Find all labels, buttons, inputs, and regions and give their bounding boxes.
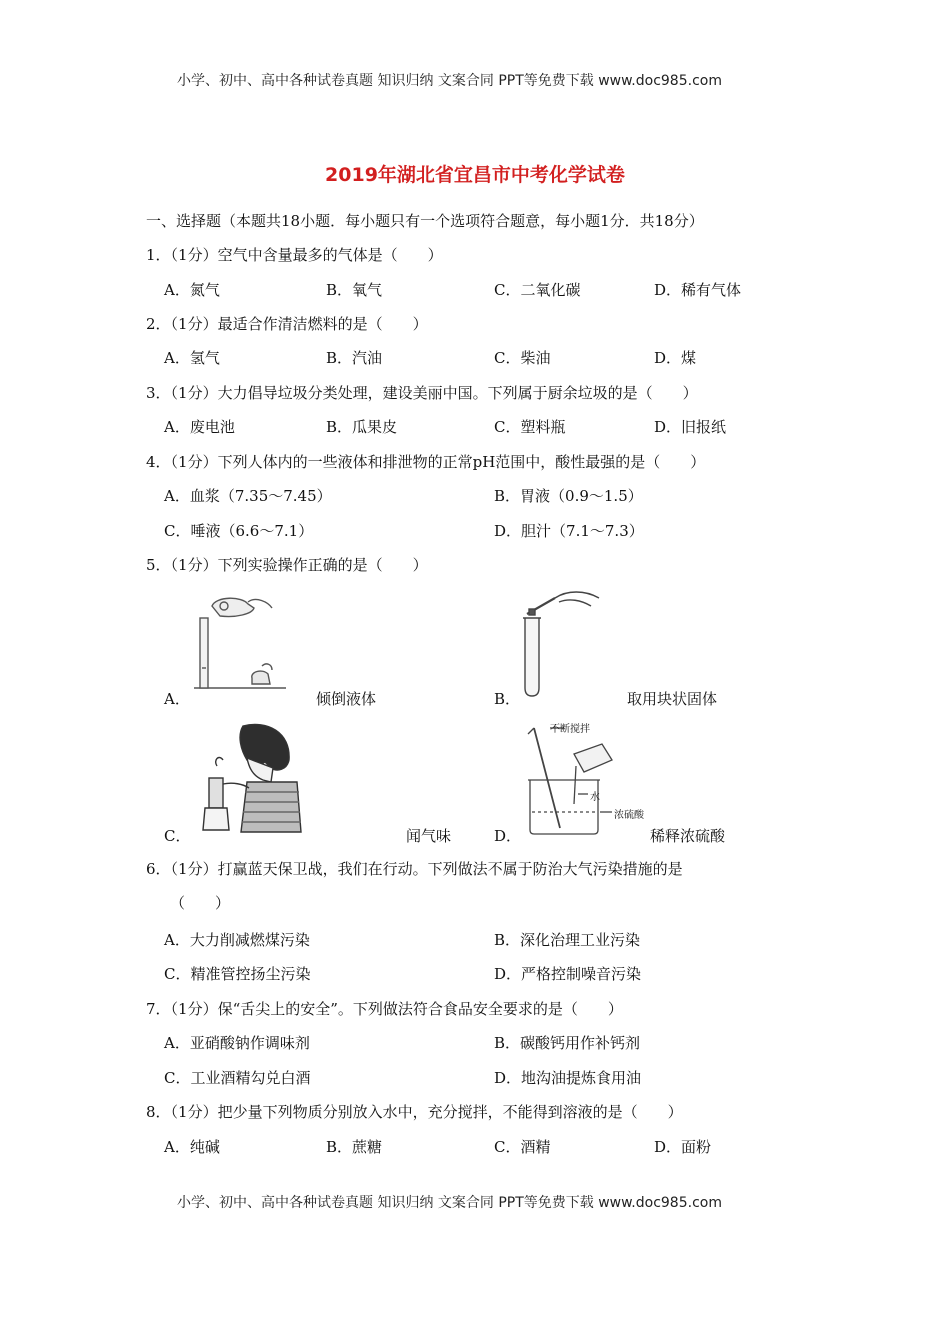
q8-option-b: B．蔗糖 xyxy=(326,1138,383,1156)
question-6-bracket: （ ） xyxy=(170,894,231,912)
label-stir: 不断搅拌 xyxy=(550,724,590,735)
q6-option-d: D．严格控制噪音污染 xyxy=(494,965,642,983)
question-8: 8．（1分）把少量下列物质分别放入水中，充分搅拌，不能得到溶液的是（ ） xyxy=(146,1103,683,1121)
q5-option-b-text: 取用块状固体 xyxy=(627,690,718,708)
question-4: 4．（1分）下列人体内的一些液体和排泄物的正常pH范围中，酸性最强的是（ ） xyxy=(146,453,706,471)
q8-option-d: D．面粉 xyxy=(654,1138,712,1156)
q6-option-c: C．精准管控扬尘污染 xyxy=(164,965,311,983)
figure-smelling-gas xyxy=(193,722,305,834)
page-footer: 小学、初中、高中各种试卷真题 知识归纳 文案合同 PPT等免费下载 www.doc985.com xyxy=(177,1195,722,1211)
q2-option-b: B．汽油 xyxy=(326,349,383,367)
question-6: 6．（1分）打赢蓝天保卫战，我们在行动。下列做法不属于防治大气污染措施的是 xyxy=(146,860,683,878)
q1-option-d: D．稀有气体 xyxy=(654,281,742,299)
question-2: 2．（1分）最适合作清洁燃料的是（ ） xyxy=(146,315,428,333)
q5-option-a-letter: A． xyxy=(164,690,190,708)
q3-option-a: A．废电池 xyxy=(164,418,235,436)
label-acid: 浓硫酸 xyxy=(614,810,644,821)
q5-option-a-text: 倾倒液体 xyxy=(316,690,377,708)
q2-option-a: A．氢气 xyxy=(164,349,220,367)
q1-option-a: A．氮气 xyxy=(164,281,220,299)
figure-diluting-acid xyxy=(516,720,646,838)
q3-option-d: D．旧报纸 xyxy=(654,418,727,436)
q7-option-b: B．碳酸钙用作补钙剂 xyxy=(494,1034,641,1052)
q2-option-d: D．煤 xyxy=(654,349,697,367)
q2-option-c: C．柴油 xyxy=(494,349,551,367)
q1-option-b: B．氧气 xyxy=(326,281,383,299)
question-7: 7．（1分）保“舌尖上的安全”。下列做法符合食品安全要求的是（ ） xyxy=(146,1000,623,1018)
q6-option-b: B．深化治理工业污染 xyxy=(494,931,641,949)
exam-title: 2019年湖北省宜昌市中考化学试卷 xyxy=(325,164,625,186)
section-heading: 一、选择题（本题共18小题．每小题只有一个选项符合题意，每小题1分．共18分） xyxy=(146,212,704,230)
q7-option-a: A．亚硝酸钠作调味剂 xyxy=(164,1034,310,1052)
page-header: 小学、初中、高中各种试卷真题 知识归纳 文案合同 PPT等免费下载 www.doc985.com xyxy=(177,73,722,89)
q5-option-d-text: 稀释浓硫酸 xyxy=(650,827,726,845)
q3-option-c: C．塑料瓶 xyxy=(494,418,566,436)
q7-option-c: C．工业酒精勾兑白酒 xyxy=(164,1069,311,1087)
q3-option-b: B．瓜果皮 xyxy=(326,418,398,436)
question-1: 1．（1分）空气中含量最多的气体是（ ） xyxy=(146,246,443,264)
q1-option-c: C．二氧化碳 xyxy=(494,281,581,299)
smelling-gas-illustration xyxy=(193,722,305,834)
q4-option-c: C．唾液（6.6～7.1） xyxy=(164,522,314,540)
pouring-liquid-illustration xyxy=(190,588,290,698)
q5-option-b-letter: B． xyxy=(494,690,521,708)
q7-option-d: D．地沟油提炼食用油 xyxy=(494,1069,642,1087)
q5-option-c-text: 闻气味 xyxy=(406,827,452,845)
q6-option-a: A．大力削减燃煤污染 xyxy=(164,931,310,949)
q5-option-c-letter: C． xyxy=(164,827,191,845)
q4-option-b: B．胃液（0.9～1.5） xyxy=(494,487,643,505)
question-5: 5．（1分）下列实验操作正确的是（ ） xyxy=(146,556,428,574)
block-solid-illustration xyxy=(515,588,605,700)
question-3: 3．（1分）大力倡导垃圾分类处理，建设美丽中国。下列属于厨余垃圾的是（ ） xyxy=(146,384,698,402)
q4-option-d: D．胆汁（7.1～7.3） xyxy=(494,522,644,540)
q8-option-a: A．纯碱 xyxy=(164,1138,220,1156)
figure-pouring-liquid xyxy=(190,588,290,698)
q8-option-c: C．酒精 xyxy=(494,1138,551,1156)
label-water: 水 xyxy=(590,792,600,803)
q4-option-a: A．血浆（7.35～7.45） xyxy=(164,487,332,505)
figure-block-solid xyxy=(515,588,605,700)
q5-option-d-letter: D． xyxy=(494,827,522,845)
